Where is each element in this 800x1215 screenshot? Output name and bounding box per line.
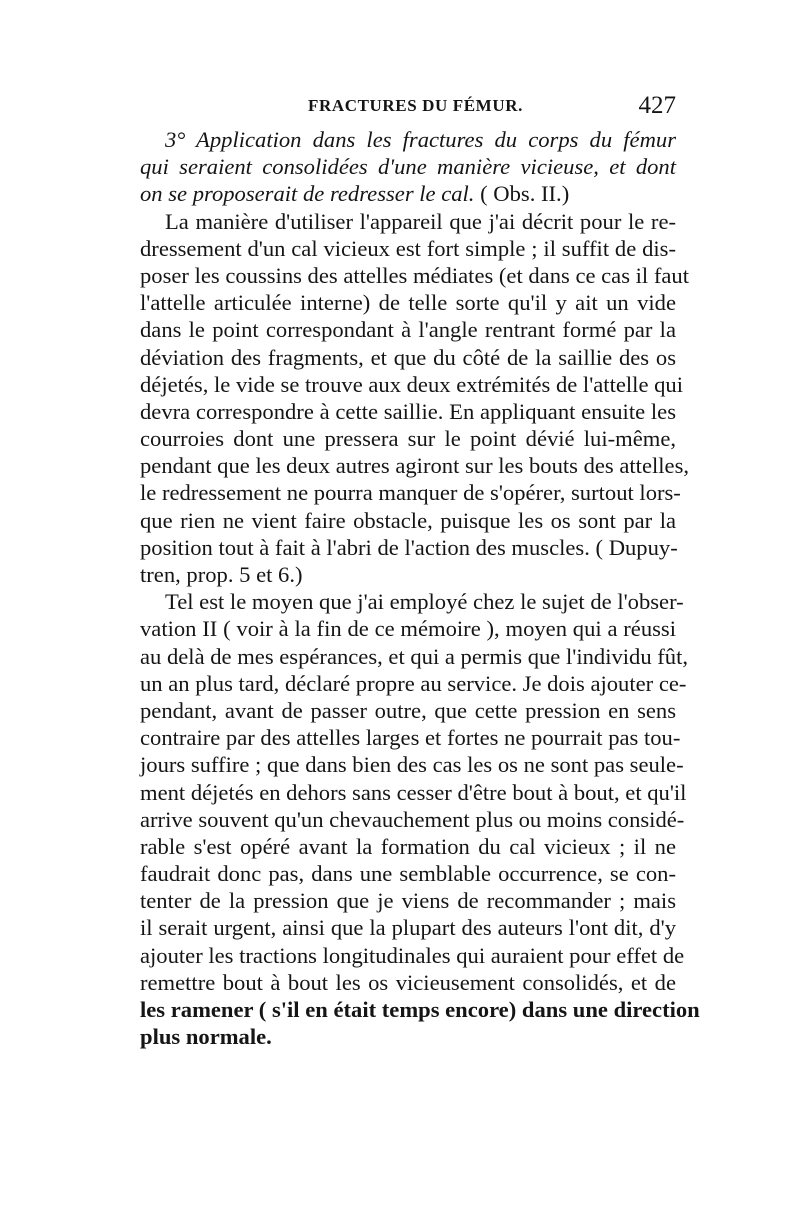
- paragraph-line: poser les coussins des attelles médiates (et dans ce cas il faut: [140, 262, 689, 288]
- paragraph-line: La manière d'utiliser l'appareil que j'ai décrit pour le re-: [165, 208, 676, 234]
- paragraph-line: remettre bout à bout les os vicieusement consolidés, et de: [140, 969, 676, 995]
- running-header: [140, 92, 676, 126]
- paragraph-line: au delà de mes espérances, et qui a permis que l'individu fût,: [140, 643, 689, 669]
- paragraph-line: courroies dont une pressera sur le point dévié lui-même,: [140, 426, 676, 452]
- paragraph-line: plus normale.: [140, 1024, 272, 1050]
- paragraph-line: déviation des fragments, et que du côté de la saillie des os: [140, 344, 676, 370]
- heading-line: 3° Application dans les fractures du corps du fémur: [165, 127, 676, 152]
- paragraph-line: Tel est le moyen que j'ai employé chez le sujet de l'obser-: [165, 589, 684, 615]
- paragraph-2: [140, 588, 700, 1050]
- paragraph-line: dans le point correspondant à l'angle rentrant formé par la: [140, 317, 676, 343]
- paragraph-line: pendant, avant de passer outre, que cette pression en sens: [140, 697, 676, 723]
- paragraph-line: un an plus tard, déclaré propre au service. Je dois ajouter ce-: [140, 670, 687, 696]
- section-heading: [140, 126, 676, 208]
- paragraph-line: ment déjetés en dehors sans cesser d'être bout à bout, et qu'il: [140, 779, 687, 805]
- paragraph-line: arrive souvent qu'un chevauchement plus ou moins considé-: [140, 806, 685, 832]
- heading-line: qui seraient consolidées d'une manière vicieuse, et dont: [140, 154, 676, 180]
- paragraph-line: les ramener ( s'il en était temps encore) dans une direction: [140, 997, 700, 1022]
- paragraph-line: vation II ( voir à la fin de ce mémoire ), moyen qui a réussi: [140, 616, 676, 642]
- paragraph-line: ajouter les tractions longitudinales qui auraient pour effet de: [140, 942, 685, 968]
- paragraph-line: déjetés, le vide se trouve aux deux extrémités de l'attelle qui: [140, 371, 683, 397]
- paragraph-line: position tout à fait à l'abri de l'action des muscles. ( Dupuy-: [140, 534, 678, 560]
- paragraph-line: tenter de la pression que je viens de recommander ; mais: [140, 888, 676, 914]
- running-title: FRACTURES DU FÉMUR.: [308, 96, 523, 115]
- paragraph-line: l'attelle articulée interne) de telle sorte qu'il y ait un vide: [140, 290, 676, 316]
- observation-reference: ( Obs. II.): [480, 181, 570, 207]
- paragraph-line: jours suffire ; que dans bien des cas les os ne sont pas seule-: [140, 752, 684, 778]
- paragraph-1: [140, 208, 690, 589]
- paragraph-line: il serait urgent, ainsi que la plupart des auteurs l'ont dit, d'y: [140, 915, 676, 941]
- paragraph-line: devra correspondre à cette saillie. En appliquant ensuite les: [140, 398, 676, 424]
- heading-line-text: on se proposerait de redresser le cal.: [140, 181, 475, 207]
- paragraph-line: que rien ne vient faire obstacle, puisque les os sont par la: [140, 507, 676, 533]
- text-block: [140, 126, 700, 1050]
- paragraph-line: dressement d'un cal vicieux est fort simple ; il suffit de dis-: [140, 235, 676, 261]
- page-number: 427: [638, 92, 676, 119]
- paragraph-line: rable s'est opéré avant la formation du cal vicieux ; il ne: [140, 833, 676, 859]
- paragraph-line: le redressement ne pourra manquer de s'opérer, surtout lors-: [140, 480, 681, 506]
- paragraph-line: pendant que les deux autres agiront sur les bouts des attelles,: [140, 453, 690, 479]
- heading-line: [140, 180, 676, 207]
- paragraph-line: contraire par des attelles larges et fortes ne pourrait pas tou-: [140, 725, 681, 751]
- paragraph-line: faudrait donc pas, dans une semblable occurrence, se con-: [140, 861, 676, 887]
- paragraph-line: tren, prop. 5 et 6.): [140, 562, 303, 587]
